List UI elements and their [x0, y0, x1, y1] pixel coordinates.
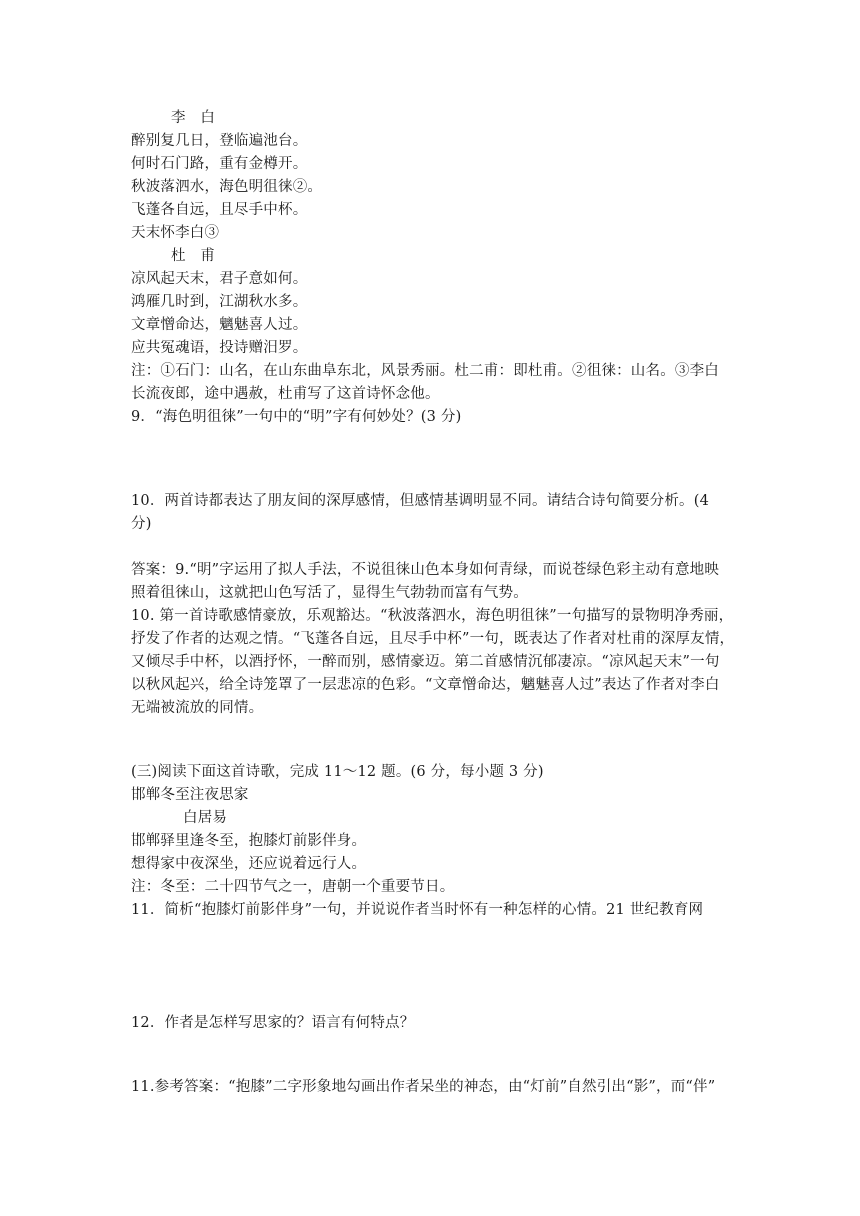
answer-line: 10. 第一首诗歌感情豪放，乐观豁达。“秋波落泗水，海色明徂徕”一句描写的景物明净秀丽， — [131, 608, 734, 624]
poem2-line: 鸿雁几时到，江湖秋水多。 — [131, 294, 308, 310]
question-10-cont: 分) — [131, 516, 152, 532]
answer-line: 答案：9.“明”字运用了拟人手法，不说徂徕山色本身如何青绿，而说苍绿色彩主动有意地映 — [131, 562, 720, 578]
question-10: 10．两首诗都表达了朋友间的深厚感情，但感情基调明显不同。请结合诗句简要分析。(4 — [131, 493, 710, 509]
poem3-author: 白居易 — [183, 810, 228, 826]
question-9: 9．“海色明徂徕”一句中的“明”字有何妙处？(3 分) — [131, 409, 462, 425]
note-line: 注：①石门：山名，在山东曲阜东北，风景秀丽。杜二甫：即杜甫。②徂徕：山名。③李白 — [131, 363, 719, 379]
answer-line: 又倾尽手中杯，以酒抒怀，一醉而别，感情豪迈。第二首感情沉郁凄凉。“凉风起天末”一句 — [131, 654, 720, 670]
poem2-title: 天末怀李白③ — [131, 225, 220, 241]
poem2-author: 杜 甫 — [171, 248, 216, 264]
poem3-note: 注：冬至：二十四节气之一，唐朝一个重要节日。 — [131, 879, 455, 895]
question-11: 11．简析“抱膝灯前影伴身”一句，并说说作者当时怀有一种怎样的心情。21 世纪教育网 — [131, 902, 704, 918]
note-line: 长流夜郎，途中遇赦，杜甫写了这首诗怀念他。 — [131, 386, 440, 402]
poem3-line: 邯郸驿里逢冬至，抱膝灯前影伴身。 — [131, 833, 367, 849]
answer-line: 抒发了作者的达观之情。“飞蓬各自远，且尽手中杯”一句，既表达了作者对杜甫的深厚友情， — [131, 631, 735, 647]
poem2-line: 凉风起天末，君子意如何。 — [131, 271, 308, 287]
poem2-line: 文章憎命达，魑魅喜人过。 — [131, 317, 308, 333]
poem1-line: 何时石门路，重有金樽开。 — [131, 156, 308, 172]
poem1-line: 秋波落泗水，海色明徂徕②。 — [131, 179, 323, 195]
poem2-line: 应共冤魂语，投诗赠汨罗。 — [131, 340, 308, 356]
poem1-line: 醉别复几日，登临遍池台。 — [131, 133, 308, 149]
poem1-line: 飞蓬各自远，且尽手中杯。 — [131, 202, 308, 218]
poem1-author: 李 白 — [171, 110, 216, 126]
answer-line: 无端被流放的同情。 — [131, 700, 264, 716]
poem3-line: 想得家中夜深坐，还应说着远行人。 — [131, 856, 367, 872]
section3-intro: (三)阅读下面这首诗歌，完成 11～12 题。(6 分，每小题 3 分) — [131, 764, 544, 780]
question-12: 12．作者是怎样写思家的？语言有何特点？ — [131, 1015, 415, 1031]
poem3-title: 邯郸冬至注夜思家 — [131, 787, 249, 803]
answer-line: 以秋风起兴，给全诗笼罩了一层悲凉的色彩。“文章憎命达，魑魅喜人过”表达了作者对李白 — [131, 677, 720, 693]
answer-11: 11.参考答案：“抱膝”二字形象地勾画出作者呆坐的神态，由“灯前”自然引出“影”，而“伴” — [131, 1079, 716, 1095]
answer-line: 照着徂徕山，这就把山色写活了，显得生气勃勃而富有气势。 — [131, 585, 528, 601]
